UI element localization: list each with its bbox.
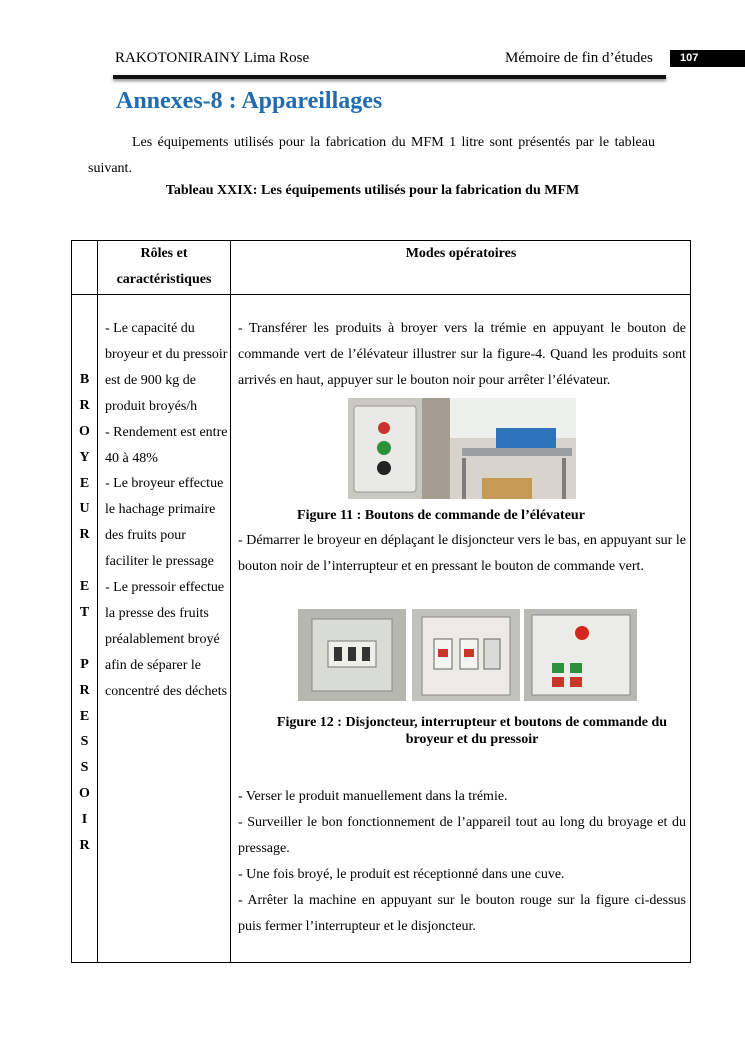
mode-step: - Verser le produit manuellement dans la trémie. — [238, 789, 508, 804]
roles-cell — [105, 316, 230, 705]
row-label-letter — [72, 626, 97, 652]
mode-paragraph-1: - Transférer les produits à broyer vers la trémie en appuyant le bouton de commande vert de l’élévateur illustrer sur la figure-4. Quand les produits sont arrivés en haut, appuyer sur le bouton noir pour arrêter l’élévateur. — [238, 321, 686, 388]
header-document-title: Mémoire de fin d’études — [505, 50, 653, 66]
elevator-control-box-photo — [348, 398, 422, 499]
switch-panel-photo — [412, 609, 520, 701]
figure-12-caption: Figure 12 : Disjoncteur, interrupteur et boutons de commande du broyeur et du pressoir — [276, 715, 668, 747]
section-title: Annexes-8 : Appareillages — [116, 88, 383, 114]
role-item: - Le pressoir effectue la presse des fruits préalablement broyé afin de séparer le concentré des déchets — [105, 580, 228, 699]
role-item: - Le capacité du broyeur et du pressoir est de 900 kg de produit broyés/h — [105, 321, 228, 414]
elevator-machine-photo — [422, 398, 576, 499]
table-column-divider — [230, 241, 231, 962]
page-number: 107 — [670, 50, 745, 67]
column-header-roles: Rôles et caractéristiques — [116, 246, 212, 287]
row-label-letter: R — [79, 838, 90, 854]
row-label-letter: E — [79, 475, 90, 491]
command-buttons-photo — [524, 609, 637, 701]
role-item: - Le broyeur effectue le hachage primaire des fruits pour faciliter le pressage — [105, 476, 224, 570]
table-caption: Tableau XXIX: Les équipements utilisés pour la fabrication du MFM — [165, 183, 580, 198]
figure-11-caption: Figure 11 : Boutons de commande de l’élévateur — [297, 508, 585, 523]
row-label-letter: P — [80, 656, 89, 672]
table-column-divider — [97, 241, 98, 962]
header-author: RAKOTONIRAINY Lima Rose — [115, 50, 310, 66]
row-label-letter: O — [79, 423, 90, 439]
header-divider — [113, 75, 666, 79]
role-item: - Rendement est entre 40 à 48% — [105, 424, 228, 466]
row-label-vertical — [72, 367, 97, 859]
column-header-modes: Modes opératoires — [405, 246, 517, 261]
row-label-letter: R — [79, 682, 90, 698]
equipment-table — [71, 240, 691, 963]
mode-steps — [238, 784, 686, 940]
circuit-breaker-photo — [298, 609, 406, 701]
row-label-letter: E — [79, 708, 90, 724]
row-label-letter: S — [80, 760, 89, 776]
row-label-letter: R — [79, 397, 90, 413]
mode-paragraph-2: - Démarrer le broyeur en déplaçant le disjoncteur vers le bas, en appuyant sur le bouton noir de l’interrupteur et en pressant le bouton de commande vert. — [238, 533, 686, 574]
row-label-letter: U — [79, 501, 90, 517]
intro-paragraph: Les équipements utilisés pour la fabrication du MFM 1 litre sont présentés par le tableau suivant. — [88, 135, 655, 176]
mode-step: - Une fois broyé, le produit est réceptionné dans une cuve. — [238, 867, 565, 882]
row-label-letter: R — [79, 527, 90, 543]
row-label-letter: E — [79, 579, 90, 595]
table-header-divider — [72, 294, 690, 295]
row-label-letter: Y — [79, 449, 90, 465]
row-label-letter: B — [79, 372, 90, 387]
row-label-letter: I — [81, 812, 88, 828]
row-label-letter: O — [79, 786, 90, 802]
row-label-letter — [72, 548, 97, 574]
row-label-letter: T — [79, 605, 90, 621]
mode-step: - Surveiller le bon fonctionnement de l’appareil tout au long du broyage et du pressage. — [238, 815, 686, 856]
mode-step: - Arrêter la machine en appuyant sur le bouton rouge sur la figure ci-dessus puis fermer l’interrupteur et le disjoncteur. — [238, 893, 686, 934]
row-label-letter: S — [80, 734, 89, 750]
page-header — [0, 0, 745, 90]
